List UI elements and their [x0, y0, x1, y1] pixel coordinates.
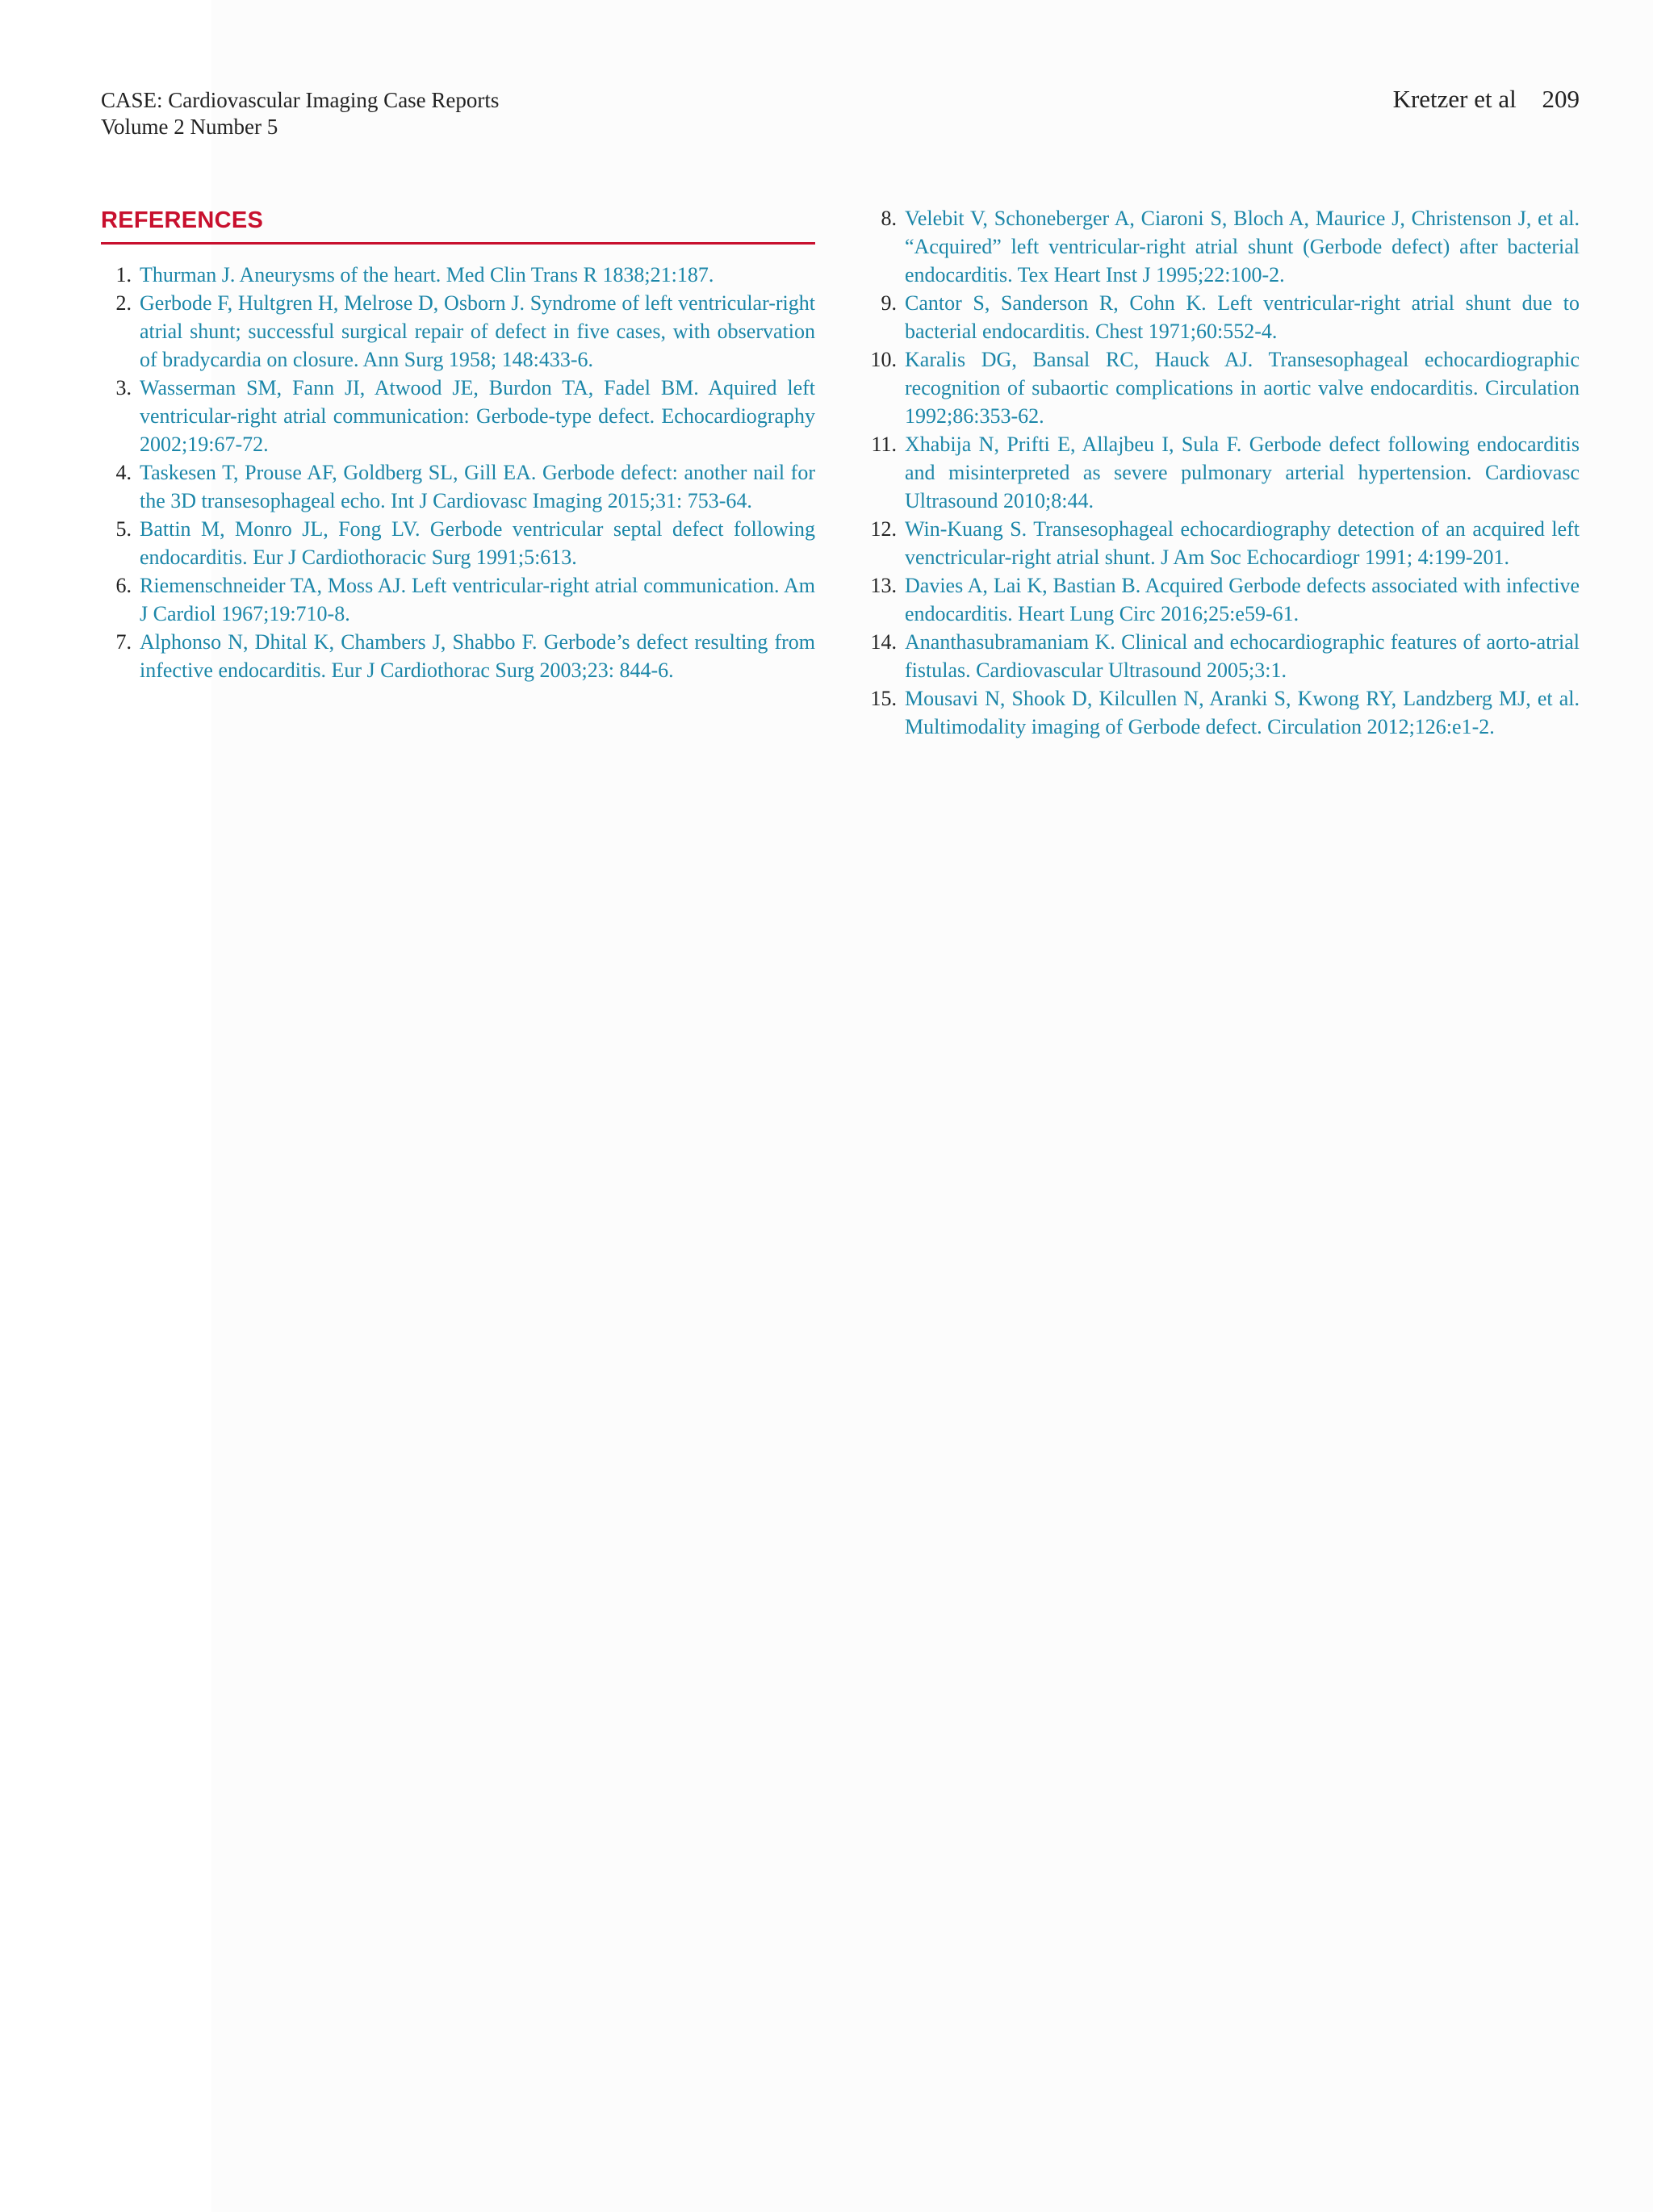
reference-item — [101, 628, 815, 684]
reference-number: 14. — [870, 630, 897, 654]
reference-link[interactable]: Velebit V, Schoneberger A, Ciaroni S, Bloch A, Maurice J, Christenson J, et al. “Acquired” left ventricular-right atrial shunt (Gerbode defect) after bacterial endocarditis. Tex Heart Inst J 1995;22:100-2. — [905, 207, 1580, 286]
reference-number: 5. — [115, 517, 132, 541]
reference-item — [869, 684, 1580, 741]
reference-item — [869, 571, 1580, 628]
reference-number: 2. — [115, 291, 132, 315]
reference-link[interactable]: Ananthasubramaniam K. Clinical and echocardiographic features of aorto-atrial fistulas. Cardiovascular Ultrasound 2005;3:1. — [905, 630, 1580, 682]
reference-link[interactable]: Wasserman SM, Fann JI, Atwood JE, Burdon TA, Fadel BM. Aquired left ventricular-right atrial communication: Gerbode-type defect. Echocardiography 2002;19:67-72. — [140, 376, 815, 456]
reference-link[interactable]: Xhabija N, Prifti E, Allajbeu I, Sula F. Gerbode defect following endocarditis and misinterpreted as severe pulmonary arterial hypertension. Cardiovasc Ultrasound 2010;8:44. — [905, 433, 1580, 512]
reference-item — [869, 345, 1580, 430]
journal-volume: Volume 2 Number 5 — [101, 115, 278, 139]
reference-link[interactable]: Battin M, Monro JL, Fong LV. Gerbode ventricular septal defect following endocarditis. Eur J Cardiothoracic Surg 1991;5:613. — [140, 517, 815, 569]
reference-number: 6. — [115, 574, 132, 597]
reference-number: 15. — [870, 687, 897, 710]
reference-link[interactable]: Davies A, Lai K, Bastian B. Acquired Gerbode defects associated with infective endocarditis. Heart Lung Circ 2016;25:e59-61. — [905, 574, 1580, 625]
reference-number: 10. — [870, 348, 897, 371]
page-identifier — [1393, 85, 1580, 114]
reference-number: 12. — [870, 517, 897, 541]
reference-number: 4. — [115, 461, 132, 484]
reference-item — [101, 458, 815, 515]
reference-link[interactable]: Mousavi N, Shook D, Kilcullen N, Aranki S, Kwong RY, Landzberg MJ, et al. Multimodality imaging of Gerbode defect. Circulation 2012;126:e1-2. — [905, 687, 1580, 738]
reference-number: 3. — [115, 376, 132, 399]
references-column-left — [101, 261, 815, 684]
reference-number: 8. — [881, 207, 897, 230]
reference-item — [869, 628, 1580, 684]
reference-item — [101, 515, 815, 571]
reference-number: 11. — [871, 433, 897, 456]
reference-link[interactable]: Thurman J. Aneurysms of the heart. Med Clin Trans R 1838;21:187. — [140, 263, 714, 286]
reference-item — [869, 430, 1580, 515]
reference-number: 9. — [881, 291, 897, 315]
heading-rule — [101, 242, 815, 245]
reference-item — [101, 289, 815, 374]
journal-title: CASE: Cardiovascular Imaging Case Reports — [101, 88, 500, 112]
reference-item — [869, 289, 1580, 345]
reference-link[interactable]: Riemenschneider TA, Moss AJ. Left ventricular-right atrial communication. Am J Cardiol 1967;19:710-8. — [140, 574, 815, 625]
page-number: 209 — [1542, 85, 1580, 113]
reference-link[interactable]: Gerbode F, Hultgren H, Melrose D, Osborn J. Syndrome of left ventricular-right atrial shunt; successful surgical repair of defect in five cases, with observation of bradycardia on closure. Ann Surg 1958; 148:433-6. — [140, 291, 815, 371]
reference-link[interactable]: Alphonso N, Dhital K, Chambers J, Shabbo F. Gerbode’s defect resulting from infective endocarditis. Eur J Cardiothorac Surg 2003;23: 844-6. — [140, 630, 815, 682]
reference-item — [869, 204, 1580, 289]
reference-item — [101, 374, 815, 458]
reference-item — [869, 515, 1580, 571]
reference-item — [101, 261, 815, 289]
reference-link[interactable]: Win-Kuang S. Transesophageal echocardiography detection of an acquired left venctricular-right atrial shunt. J Am Soc Echocardiogr 1991; 4:199-201. — [905, 517, 1580, 569]
author-running-head: Kretzer et al — [1392, 85, 1517, 113]
reference-number: 1. — [115, 263, 132, 286]
reference-number: 7. — [115, 630, 132, 654]
reference-item — [101, 571, 815, 628]
reference-number: 13. — [870, 574, 897, 597]
references-heading: REFERENCES — [101, 207, 264, 233]
reference-link[interactable]: Cantor S, Sanderson R, Cohn K. Left ventricular-right atrial shunt due to bacterial endocarditis. Chest 1971;60:552-4. — [905, 291, 1580, 343]
reference-link[interactable]: Taskesen T, Prouse AF, Goldberg SL, Gill EA. Gerbode defect: another nail for the 3D transesophageal echo. Int J Cardiovasc Imaging 2015;31: 753-64. — [140, 461, 815, 512]
references-column-right — [869, 204, 1580, 741]
reference-link[interactable]: Karalis DG, Bansal RC, Hauck AJ. Transesophageal echocardiographic recognition of subaortic complications in aortic valve endocarditis. Circulation 1992;86:353-62. — [905, 348, 1580, 428]
running-head — [101, 87, 499, 140]
